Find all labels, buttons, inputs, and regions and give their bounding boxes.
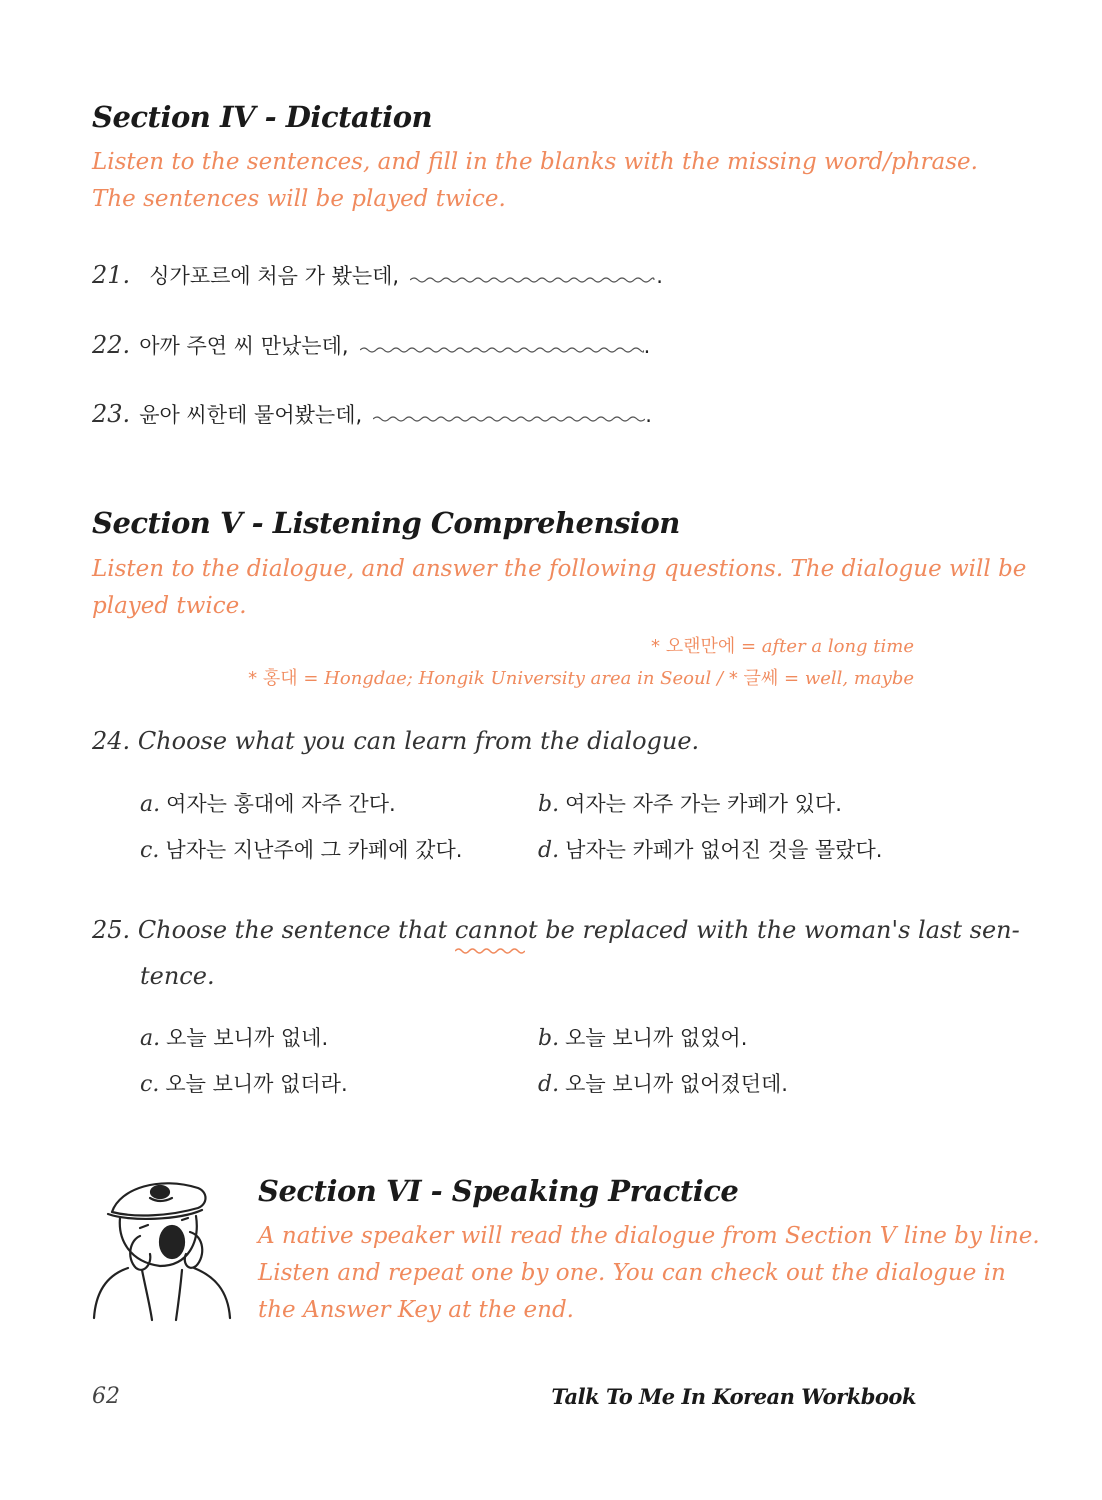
vocab-note-2 (248, 664, 914, 690)
dictation-item-21: 21. 싱가포르에 처음 가 봤는데, . (92, 261, 663, 289)
q25-option-b[interactable] (538, 1022, 747, 1052)
dictation-sentence: 아까 주연 씨 만났는데, (139, 334, 349, 358)
q24-option-c[interactable] (140, 834, 462, 864)
question-number: 22. (92, 331, 131, 359)
question-text: Choose what you can learn from the dialogue. (137, 727, 700, 755)
option-letter: a. (140, 1026, 161, 1051)
section-4-instruction-line2: The sentences will be played twice. (92, 186, 506, 212)
option-letter: b. (538, 792, 560, 817)
option-text: 여자는 자주 가는 카페가 있다. (565, 792, 842, 816)
vocab-english: = after a long time (735, 636, 914, 657)
option-letter: d. (538, 838, 560, 863)
dictation-item-23: 23. 윤아 씨한테 물어봤는데, . (92, 400, 652, 428)
book-title: Talk To Me In Korean Workbook (551, 1384, 916, 1409)
dictation-sentence: 윤아 씨한테 물어봤는데, (139, 403, 363, 427)
q25-option-c[interactable] (140, 1068, 348, 1098)
option-text: 오늘 보니까 없더라. (165, 1072, 348, 1096)
vocab-korean: * 오랜만에 (650, 636, 736, 657)
option-text: 남자는 지난주에 그 카페에 갔다. (165, 838, 463, 862)
section-4-instruction-line1: Listen to the sentences, and fill in the blanks with the missing word/phrase. (92, 149, 978, 175)
section-4-title: Section IV - Dictation (92, 100, 433, 134)
option-text: 오늘 보니까 없었어. (565, 1026, 748, 1050)
option-letter: b. (538, 1026, 560, 1051)
emphasized-word: cannot (455, 916, 538, 944)
page-number: 62 (92, 1384, 120, 1409)
question-number: 25. (92, 916, 131, 944)
vocab-korean: * 글쎄 (728, 668, 779, 689)
dictation-sentence: 싱가포르에 처음 가 봤는데, (149, 264, 400, 288)
option-letter: a. (140, 792, 161, 817)
question-text: Choose the sentence that (137, 916, 455, 944)
option-letter: d. (538, 1072, 560, 1097)
q24-option-a[interactable] (140, 788, 396, 818)
option-text: 여자는 홍대에 자주 간다. (166, 792, 396, 816)
option-letter: c. (140, 1072, 160, 1097)
option-text: 남자는 카페가 없어진 것을 몰랐다. (565, 838, 883, 862)
vocab-note-1 (651, 632, 914, 658)
q25-option-d[interactable] (538, 1068, 788, 1098)
section-6-title: Section VI - Speaking Practice (258, 1174, 739, 1208)
question-25 (92, 916, 1020, 944)
question-number: 24. (92, 727, 131, 755)
shouting-character-illustration (90, 1170, 240, 1329)
q24-option-d[interactable] (538, 834, 882, 864)
question-24 (92, 727, 699, 755)
option-text: 오늘 보니까 없네. (166, 1026, 329, 1050)
question-text-cont: be replaced with the woman's last sen- (537, 916, 1020, 944)
question-25-line2: tence. (140, 962, 215, 990)
option-letter: c. (140, 838, 160, 863)
section-5-instruction-line2: played twice. (92, 593, 247, 619)
question-number: 23. (92, 400, 131, 428)
option-text: 오늘 보니까 없어졌던데. (565, 1072, 788, 1096)
section-6-instruction-line1: A native speaker will read the dialogue from Section V line by line. (258, 1223, 1040, 1249)
section-6-instruction-line2: Listen and repeat one by one. You can check out the dialogue in (258, 1260, 1006, 1286)
question-number: 21. (92, 261, 131, 289)
dictation-item-22: 22. 아까 주연 씨 만났는데, . (92, 331, 651, 359)
answer-blank[interactable] (373, 403, 645, 429)
q25-option-a[interactable] (140, 1022, 328, 1052)
section-5-instruction-line1: Listen to the dialogue, and answer the following questions. The dialogue will be (92, 556, 1027, 582)
answer-blank[interactable] (360, 334, 644, 360)
vocab-korean: * 홍대 (248, 668, 298, 689)
answer-blank[interactable] (410, 264, 656, 290)
q24-option-b[interactable] (538, 788, 842, 818)
section-5-title: Section V - Listening Comprehension (92, 506, 680, 540)
section-6-instruction-line3: the Answer Key at the end. (258, 1297, 574, 1323)
vocab-english: = Hongdae; Hongik University area in Seoul / (297, 668, 729, 689)
vocab-english: = well, maybe (778, 668, 914, 689)
